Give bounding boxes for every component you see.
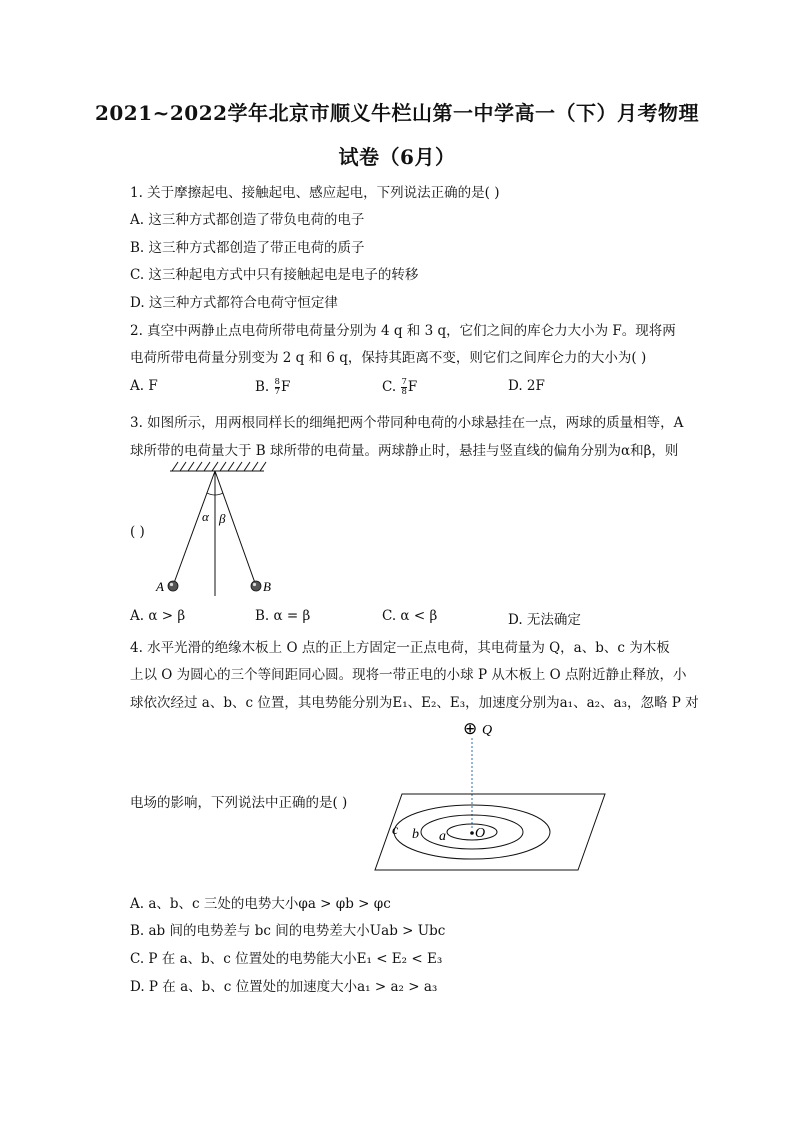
- q1-stem: 1. 关于摩擦起电、接触起电、感应起电，下列说法正确的是( ): [130, 185, 500, 201]
- q2-option-c-numerator: 7: [401, 377, 407, 387]
- q4-stem-line1: 4. 水平光滑的绝缘木板上 O 点的正上方固定一正点电荷，其电荷量为 Q，a、b、c 为木板: [130, 640, 670, 656]
- q1-option-d: D. 这三种方式都符合电荷守恒定律: [130, 295, 338, 311]
- charge-q-label: Q: [482, 723, 493, 738]
- q2-option-b-denominator: 7: [274, 387, 280, 397]
- q1-option-b: B. 这三种方式都创造了带正电荷的质子: [130, 240, 365, 256]
- q4-option-c: C. P 在 a、b、c 位置处的电势能大小E₁ < E₂ < E₃: [130, 951, 443, 967]
- q2-stem-line2: 电荷所带电荷量分别变为 2 q 和 6 q，保持其距离不变，则它们之间库仑力的大小为( ): [130, 350, 647, 366]
- center-point: [470, 831, 474, 835]
- ring-a-label: a: [439, 829, 446, 844]
- q1-option-a: A. 这三种方式都创造了带负电荷的电子: [130, 212, 365, 228]
- q2-option-c: [382, 378, 417, 397]
- q2-option-c-suffix: F: [407, 379, 418, 395]
- q3-pendulum-figure: [130, 460, 290, 605]
- string-b: [215, 471, 255, 583]
- ball-a-label: A: [156, 579, 164, 594]
- q4-option-b: B. ab 间的电势差与 bc 间的电势差大小Uab > Ubc: [130, 923, 446, 939]
- ball-b: [251, 581, 261, 591]
- q3-option-d: D. 无法确定: [508, 612, 581, 628]
- ball-a-highlight: [170, 583, 173, 586]
- ceiling-hatch: [170, 462, 266, 471]
- q2-option-c-fraction: [401, 378, 406, 397]
- angle-beta-label: β: [219, 511, 226, 526]
- point-charge-icon: ⊕: [463, 719, 478, 738]
- q2-option-d: D. 2F: [508, 378, 545, 394]
- q1-option-c: C. 这三种起电方式中只有接触起电是电子的转移: [130, 267, 419, 283]
- q3-stem-tail: ( ): [130, 524, 145, 540]
- q4-option-a: A. a、b、c 三处的电势大小φa > φb > φc: [130, 896, 391, 912]
- ball-b-label: B: [263, 579, 271, 594]
- q2-option-b-numerator: 8: [274, 377, 280, 387]
- ball-b-highlight: [253, 583, 256, 586]
- q2-option-c-denominator: 8: [401, 387, 407, 397]
- q2-stem-line1: 2. 真空中两静止点电荷所带电荷量分别为 4 q 和 3 q，它们之间的库仑力大小为 F。现将两: [130, 323, 676, 339]
- angle-alpha-label: α: [202, 509, 209, 524]
- q2-option-c-prefix: C.: [382, 379, 397, 395]
- q2-option-b-prefix: B.: [255, 379, 270, 395]
- q4-concentric-figure: [365, 712, 625, 877]
- paper-title-line1: 2021~2022学年北京市顺义牛栏山第一中学高一（下）月考物理: [94, 101, 700, 125]
- q2-option-b: [255, 378, 290, 397]
- q3-option-c: C. α < β: [382, 608, 438, 624]
- q2-option-b-fraction: [275, 378, 280, 397]
- q3-option-b: B. α = β: [255, 608, 311, 624]
- ring-b-label: b: [412, 827, 419, 842]
- q4-stem-line2: 上以 O 为圆心的三个等间距同心圆。现将一带正电的小球 P 从木板上 O 点附近静止释放，小: [130, 667, 687, 683]
- paper-title-line2: 试卷（6月）: [338, 145, 456, 169]
- q3-stem-line1: 3. 如图所示，用两根同样长的细绳把两个带同种电荷的小球悬挂在一点，两球的质量相等，A: [130, 415, 684, 431]
- ring-c-label: c: [392, 823, 399, 838]
- q4-option-d: D. P 在 a、b、c 位置处的加速度大小a₁ > a₂ > a₃: [130, 979, 438, 995]
- string-a: [174, 471, 215, 583]
- q3-option-a: A. α > β: [130, 608, 186, 624]
- ball-a: [168, 581, 178, 591]
- q2-option-b-suffix: F: [280, 379, 291, 395]
- q4-stem-tail: 电场的影响，下列说法中正确的是( ): [130, 795, 348, 811]
- center-o-label: O: [475, 826, 486, 841]
- q3-stem-line2: 球所带的电荷量大于 B 球所带的电荷量。两球静止时，悬挂与竖直线的偏角分别为α和β，则: [130, 443, 679, 459]
- q2-option-a: A. F: [130, 378, 158, 394]
- q4-stem-line3: 球依次经过 a、b、c 位置，其电势能分别为E₁、E₂、E₃，加速度分别为a₁、a₂、a₃，忽略 P 对: [130, 695, 699, 711]
